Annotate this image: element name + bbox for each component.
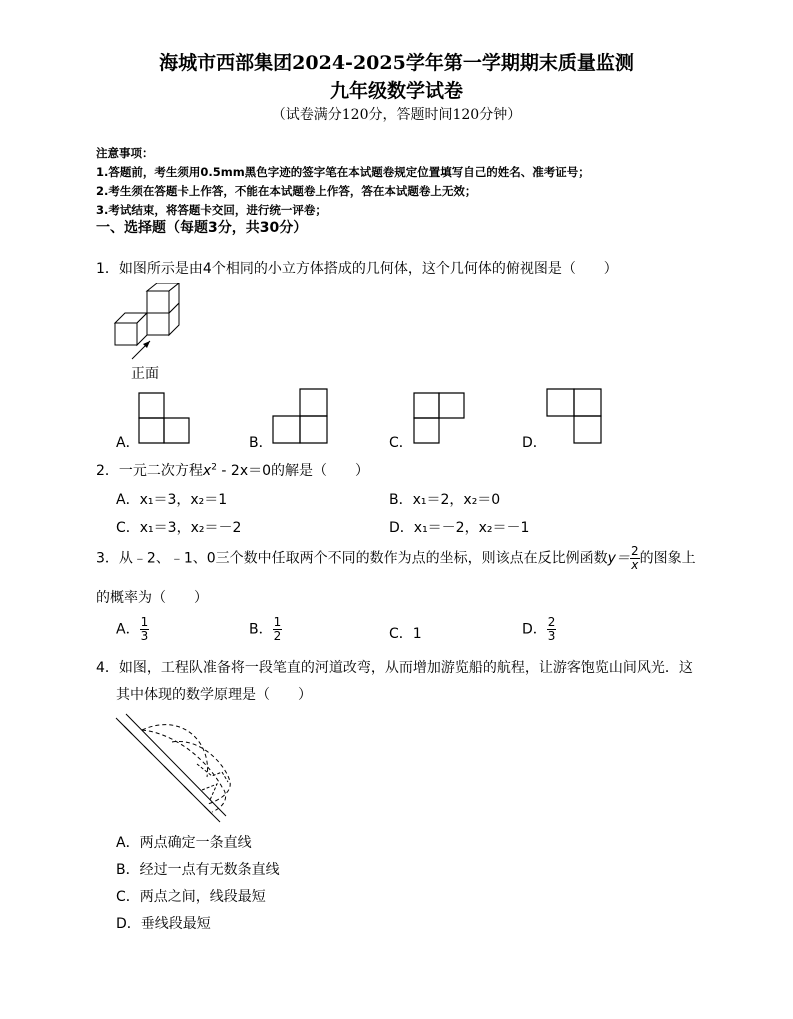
q3-option-d-label: D． [522, 621, 547, 638]
notice-item-2: 2.考生须在答题卡上作答，不能在本试题卷上作答，答在本试题卷上无效； [96, 184, 477, 198]
q3-option-b-den: 2 [273, 629, 282, 643]
q4-river-figure [112, 712, 244, 824]
q4-option-c: C．两点之间，线段最短 [116, 889, 266, 905]
q2-option-b: B．x₁＝2，x₂＝0 [389, 492, 501, 508]
q3-stem-pre: 3．从﹣2、﹣1、0三个数中任取两个不同的数作为点的坐标，则该点在反比例函数 [96, 550, 608, 567]
q3-option-d-den: 3 [547, 629, 556, 643]
q3-option-b-label: B． [249, 621, 273, 638]
q3-func-num: 2 [630, 544, 639, 558]
q3-option-b [249, 616, 282, 643]
q1-option-a-figure [138, 392, 192, 444]
q2-stem-pre: 2．一元二次方程 [96, 463, 203, 479]
q4-stem-line1: 4．如图，工程队准备将一段笔直的河道改弯，从而增加游览船的航程，让游客饱览山间风光．这 [96, 660, 693, 676]
q3-option-c: C．1 [389, 626, 422, 642]
q3-stem-post: 的图象上 [639, 550, 696, 567]
q3-option-d-fraction [547, 616, 557, 643]
q3-option-a-num: 1 [140, 615, 149, 629]
q3-stem-line2: 的概率为（ ） [96, 590, 208, 606]
q1-solid-figure [110, 283, 190, 361]
q2-option-c: C．x₁＝3，x₂＝－2 [116, 520, 242, 536]
q1-stem: 1．如图所示是由4个相同的小立方体搭成的几何体，这个几何体的俯视图是（ ） [96, 261, 618, 277]
section-choice-heading: 一、选择题（每题3分，共30分） [96, 220, 308, 236]
q4-option-d: D．垂线段最短 [116, 916, 211, 932]
q3-option-d [522, 616, 556, 643]
q1-option-d-label: D． [522, 435, 547, 451]
exam-subtitle: （试卷满分120分，答题时间120分钟） [271, 107, 522, 123]
q3-option-a-den: 3 [140, 629, 149, 643]
q1-option-c-figure [413, 392, 467, 444]
q1-option-b-label: B． [249, 435, 273, 451]
q3-stem [96, 545, 696, 572]
q3-option-a-fraction [140, 616, 150, 643]
q4-stem-line2: 其中体现的数学原理是（ ） [116, 687, 312, 703]
q1-option-a-label: A． [116, 435, 140, 451]
notice-heading: 注意事项： [96, 146, 154, 160]
exam-title-line1: 海城市西部集团2024-2025学年第一学期期末质量监测 [159, 52, 634, 74]
q1-option-b-figure [272, 388, 328, 444]
q1-front-label: 正面 [131, 366, 159, 382]
q4-option-a: A．两点确定一条直线 [116, 835, 252, 851]
q1-option-c-label: C． [389, 435, 413, 451]
q3-option-a-label: A． [116, 621, 140, 638]
exam-title-line2: 九年级数学试卷 [329, 80, 463, 102]
q2-exponent: 2 [211, 462, 217, 473]
q3-func-fraction [630, 545, 640, 572]
q2-stem [96, 460, 369, 480]
q3-option-a [116, 616, 149, 643]
q3-func-y: y＝ [607, 550, 630, 567]
notice-item-3: 3.考试结束，将答题卡交回，进行统一评卷； [96, 203, 327, 217]
q2-option-d: D．x₁＝－2，x₂＝－1 [389, 520, 530, 536]
q3-option-d-num: 2 [547, 615, 556, 629]
q3-func-den: x [631, 558, 639, 572]
q1-option-d-figure [546, 388, 604, 444]
q2-var-x: x [202, 463, 212, 479]
q4-option-b: B．经过一点有无数条直线 [116, 862, 280, 878]
q2-option-a: A．x₁＝3，x₂＝1 [116, 492, 228, 508]
q3-option-b-fraction [273, 616, 283, 643]
q3-option-b-num: 1 [273, 615, 282, 629]
notice-item-1: 1.答题前，考生须用0.5mm黑色字迹的签字笔在本试题卷规定位置填写自己的姓名、准考证号； [96, 165, 590, 179]
q2-stem-rest: - 2x＝0的解是（ ） [216, 463, 370, 479]
